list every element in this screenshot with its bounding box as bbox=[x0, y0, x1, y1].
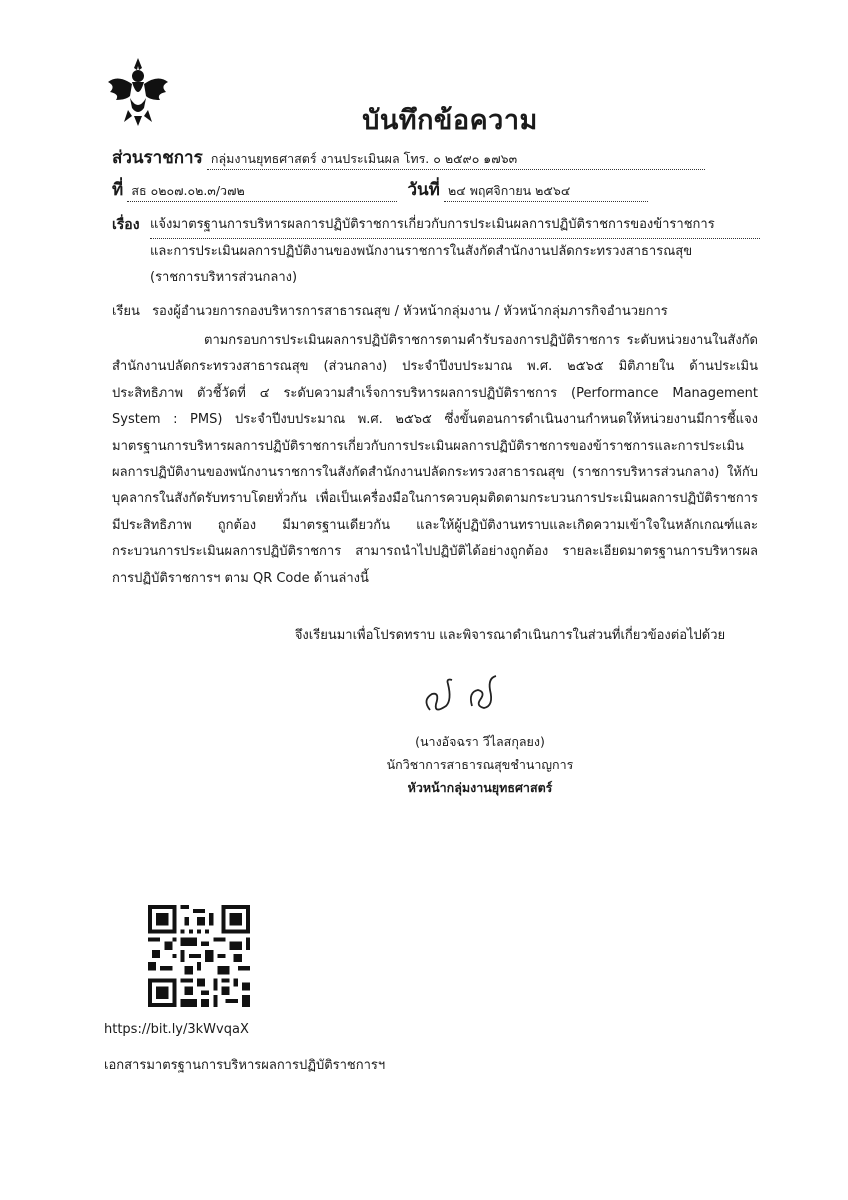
subject-line-3: (ราชการบริหารส่วนกลาง) bbox=[150, 270, 298, 285]
qr-code-image[interactable] bbox=[148, 905, 250, 1007]
signatory-position-2: หัวหน้ากลุ่มงานยุทธศาสตร์ bbox=[407, 780, 553, 795]
signature-image bbox=[418, 670, 518, 720]
date-label: วันที่ bbox=[407, 180, 440, 200]
subject-line-1: แจ้งมาตรฐานการบริหารผลการปฏิบัติราชการเกี่ยวกับการประเมินผลการปฏิบัติราชการของข้าราชการ bbox=[150, 212, 760, 239]
salutation-value: รองผู้อำนวยการกองบริหารการสาธารณสุข / หัวหน้ากลุ่มงาน / หัวหน้ากลุ่มภารกิจอำนวยการ bbox=[152, 304, 668, 319]
signature-block bbox=[350, 730, 610, 799]
signatory-name: (นางอัจฉรา วีไลสกุลยง) bbox=[415, 734, 545, 749]
document-title: บันทึกข้อความ bbox=[362, 105, 538, 136]
agency-value: กลุ่มงานยุทธศาสตร์ งานประเมินผล โทร. ๐ ๒๕๙๐ ๑๗๖๓ bbox=[207, 149, 705, 170]
reference-label: ที่ bbox=[112, 180, 124, 200]
reference-row bbox=[112, 176, 648, 203]
reference-value: สธ ๐๒๐๗.๐๒.๓/ว๗๒ bbox=[127, 181, 397, 202]
qr-url-link[interactable]: https://bit.ly/3kWvqaX bbox=[104, 1022, 249, 1037]
subject-text bbox=[150, 212, 760, 291]
date-value: ๒๔ พฤศจิกายน ๒๕๖๔ bbox=[444, 181, 648, 202]
salutation-label: เรียน bbox=[112, 304, 140, 319]
garuda-emblem-icon bbox=[104, 56, 172, 128]
agency-row bbox=[112, 144, 705, 171]
signatory-position: นักวิชาการสาธารณสุขชำนาญการ bbox=[386, 757, 574, 772]
subject-line-2: และการประเมินผลการปฏิบัติงานของพนักงานราชการในสังกัดสำนักงานปลัดกระทรวงสาธารณสุข bbox=[150, 244, 693, 259]
salutation bbox=[112, 300, 668, 321]
qr-caption: เอกสารมาตรฐานการบริหารผลการปฏิบัติราชการฯ bbox=[104, 1058, 386, 1073]
agency-label: ส่วนราชการ bbox=[112, 148, 203, 168]
subject-label: เรื่อง bbox=[112, 217, 140, 233]
closing-line: จึงเรียนมาเพื่อโปรดทราบ และพิจารณาดำเนินการในส่วนที่เกี่ยวข้องต่อไปด้วย bbox=[294, 628, 726, 643]
body-paragraph: ตามกรอบการประเมินผลการปฏิบัติราชการตามคำรับรองการปฏิบัติราชการ ระดับหน่วยงานในสังกัดสำนักงานปลัดกระทรวงสาธารณสุข (ส่วนกลาง) ประจำปีงบประมาณ พ.ศ. ๒๕๖๕ มิติภายใน ด้านประเมินประสิทธิภาพ ตัวชี้วัดที่ ๔ ระดับความสำเร็จการบริหารผลการปฏิบัติราชการ (Performance Management System : PMS) ประจำปีงบประมาณ พ.ศ. ๒๕๖๕ ซึ่งขั้นตอนการดำเนินงานกำหนดให้หน่วยงานมีการชี้แจงมาตรฐานการบริหารผลการปฏิบัติราชการเกี่ยวกับการประเมินผลการปฏิบัติราชการของข้าราชการและการประเมินผลการปฏิบัติงานของพนักงานราชการในสังกัดสำนักงานปลัดกระทรวงสาธารณสุข (ราชการบริหารส่วนกลาง) ให้กับบุคลากรในสังกัดรับทราบโดยทั่วกัน เพื่อเป็นเครื่องมือในการควบคุมติดตามกระบวนการประเมินผลการปฏิบัติราชการ มีประสิทธิภาพ ถูกต้อง มีมาตรฐานเดียวกัน และให้ผู้ปฏิบัติงานทราบและเกิดความเข้าใจในหลักเกณฑ์และกระบวนการประเมินผลการปฏิบัติราชการ สามารถนำไปปฏิบัติได้อย่างถูกต้อง รายละเอียดมาตรฐานการบริหารผลการปฏิบัติราชการฯ ตาม QR Code ด้านล่างนี้ bbox=[112, 333, 758, 586]
